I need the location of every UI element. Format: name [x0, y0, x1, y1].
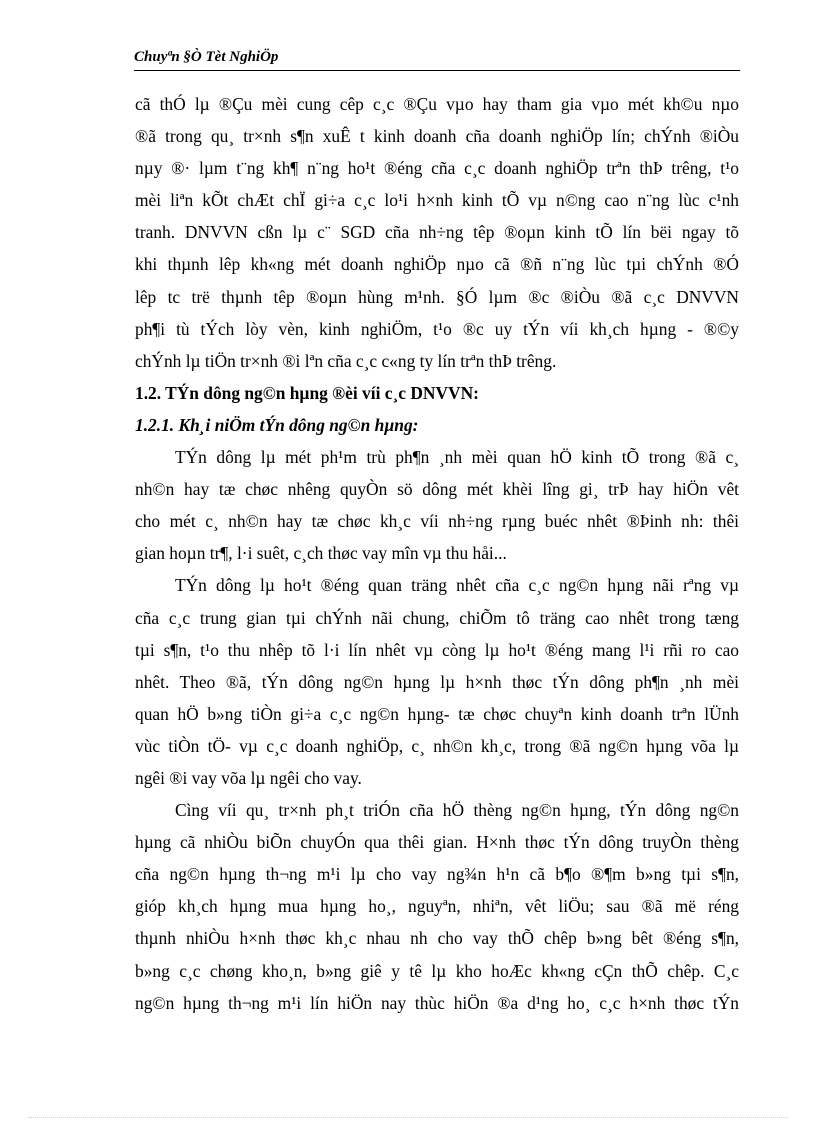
- text-line: cña ng©n hµng th¬ng m¹i lµ cho vay ng¾n h¹n cã b¶o ®¶m b»ng tµi s¶n,: [135, 864, 739, 885]
- text-line: ng©n hµng th¬ng m¹i lín hiÖn nay thùc hiÖn ®a d¹ng ho¸ c¸c h×nh thøc tÝn: [135, 992, 739, 1013]
- section-heading: 1.2. TÝn dông ng©n hµng ®èi víi c¸c DNVVN:: [135, 382, 479, 403]
- paragraph-importance: [135, 569, 739, 794]
- text-line: nhêt. Theo ®ã, tÝn dông ng©n hµng lµ h×nh thøc tÝn dông ph¶n ¸nh mèi: [135, 671, 739, 692]
- document-body: [135, 88, 739, 1019]
- text-line: nµy ®· lµm t¨ng kh¶ n¨ng ho¹t ®éng cña c¸c doanh nghiÖp trªn thÞ trêng, t¹o: [135, 158, 739, 179]
- section-intro: [135, 88, 739, 377]
- text-line: mèi liªn kÕt chÆt chÏ gi÷a c¸c lo¹i h×nh kinh tÕ vµ n©ng cao n¨ng lùc c¹nh: [135, 190, 739, 211]
- text-line: cã thÓ lµ ®Çu mèi cung cêp c¸c ®Çu vµo hay tham gia vµo mét kh©u nµo: [135, 94, 739, 114]
- text-line: cña c¸c trung gian tµi chÝnh nãi chung, chiÕm tô träng cao nhêt trong tæng: [135, 607, 739, 628]
- text-line: quan hÖ b»ng tiÒn gi÷a c¸c ng©n hµng- tæ chøc chuyªn kinh doanh trªn lÜnh: [135, 703, 739, 724]
- text-line: TÝn dông lµ ho¹t ®éng quan träng nhêt cña c¸c ng©n hµng nãi rªng vµ: [175, 575, 739, 596]
- paragraph-definition: [135, 441, 739, 569]
- text-line: cho mét c¸ nh©n hay tæ chøc kh¸c víi nh÷ng rµng buéc nhêt ®Þinh nh: thêi: [135, 511, 739, 532]
- text-line: tranh. DNVVN cßn lµ c¨ SGD cña nh÷ng têp ®oµn kinh tÕ lín bëi ngay tõ: [135, 222, 739, 243]
- text-line: nh©n hay tæ chøc nhêng quyÒn sö dông mét khèi lîng gi¸ trÞ hay hiÖn vêt: [135, 479, 739, 500]
- text-line: gian hoµn tr¶, l·i suêt, c¸ch thøc vay mîn vµ thu håi...: [135, 543, 507, 564]
- paragraph-development: [135, 794, 739, 1019]
- header-title: Chuyªn §Ò Tèt NghiÖp: [134, 49, 279, 65]
- text-line: TÝn dông lµ mét ph¹m trù ph¶n ¸nh mèi quan hÖ kinh tÕ trong ®ã c¸: [175, 447, 739, 468]
- subsection-heading: 1.2.1. Kh¸i niÖm tÝn dông ng©n hµng:: [135, 414, 419, 435]
- text-line: lêp tc trë thµnh têp ®oµn hùng m¹nh. §Ó lµm ®c ®iÒu ®ã c¸c DNVVN: [135, 286, 739, 307]
- text-line: Cìng víi qu¸ tr×nh ph¸t triÓn cña hÖ thèng ng©n hµng, tÝn dông ng©n: [175, 800, 739, 821]
- text-line: thµnh nhiÒu h×nh thøc kh¸c nhau nh cho vay thÕ chêp b»ng bêt ®éng s¶n,: [135, 928, 739, 949]
- text-line: tµi s¶n, t¹o thu nhêp tõ l·i lín nhêt vµ còng lµ ho¹t ®éng mang l¹i rñi ro cao: [135, 639, 739, 660]
- page-bottom-divider: [28, 1117, 788, 1118]
- text-line: vùc tiÒn tÖ- vµ c¸c doanh nghiÖp, c¸ nh©n kh¸c, trong ®ã ng©n hµng võa lµ: [135, 735, 739, 756]
- text-line: gióp kh¸ch hµng mua hµng ho¸, nguyªn, nhiªn, vêt liÖu; sau ®ã më réng: [135, 896, 739, 917]
- text-line: ngêi ®i vay võa lµ ngêi cho vay.: [135, 767, 362, 788]
- page-header: [134, 48, 740, 71]
- text-line: b»ng c¸c chøng kho¸n, b»ng giê y tê lµ kho hoÆc kh«ng cÇn thÕ chêp. C¸c: [135, 960, 739, 981]
- text-line: hµng cã nhiÒu biÕn chuyÓn qua thêi gian. H×nh thøc tÝn dông truyÒn thèng: [135, 832, 739, 853]
- text-line: chÝnh lµ tiÖn tr×nh ®i lªn cña c¸c c«ng ty lín trªn thÞ trêng.: [135, 350, 557, 371]
- text-line: ®ã trong qu¸ tr×nh s¶n xuÊ t kinh doanh cña doanh nghiÖp lín; chÝnh ®iÒu: [135, 126, 739, 147]
- text-line: ph¶i tù tÝch lòy vèn, kinh nghiÖm, t¹o ®c uy tÝn víi kh¸ch hµng - ®©y: [135, 318, 739, 339]
- text-line: khi thµnh lêp kh«ng mét doanh nghiÖp nµo cã ®ñ n¨ng lùc tµi chÝnh ®Ó: [135, 254, 739, 275]
